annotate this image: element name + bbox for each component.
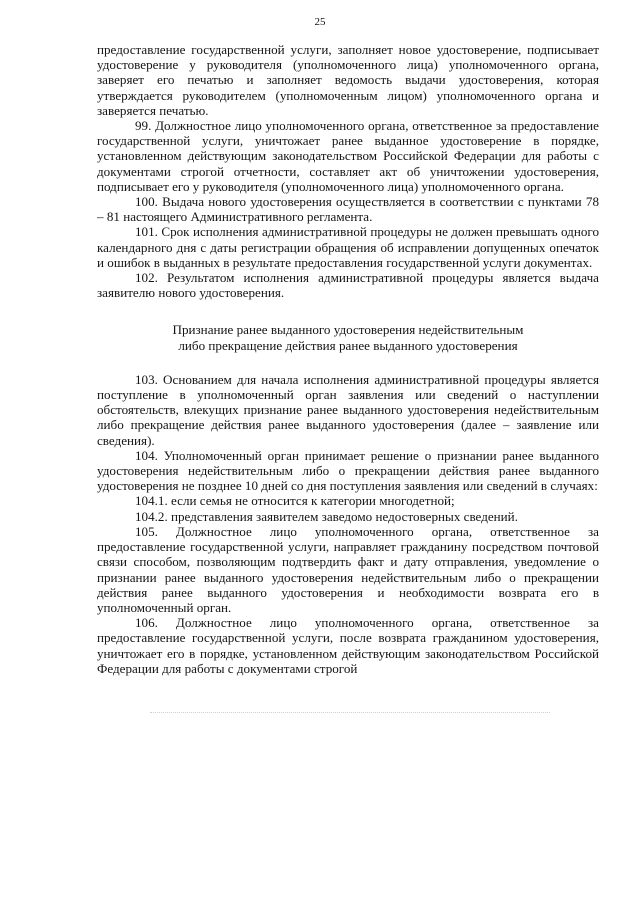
paragraph-106: 106. Должностное лицо уполномоченного органа, ответственное за предоставление государственной услуги, после возврата гражданином удостоверения, уничтожает его в порядке, установленном действующим законодательством Российской Федерации для работы с документами строгой: [97, 615, 599, 676]
section-heading-line-2: либо прекращение действия ранее выданного удостоверения: [178, 337, 518, 353]
document-body: [97, 42, 599, 676]
paragraph-104-2: 104.2. представления заявителем заведомо недостоверных сведений.: [135, 508, 518, 524]
scan-artifact-dots: [150, 712, 550, 715]
paragraph-101: 101. Срок исполнения административной процедуры не должен превышать одного календарного дня с даты регистрации обращения об исправлении допущенных опечаток и ошибок в выданных в результате предоставления государственной услуги документах.: [97, 224, 599, 270]
section-heading: [97, 322, 599, 352]
paragraph-102: 102. Результатом исполнения административной процедуры является выдача заявителю нового удостоверения.: [97, 270, 599, 301]
paragraph-104-1: 104.1. если семья не относится к категории многодетной;: [135, 493, 455, 509]
paragraph-continuation: предоставление государственной услуги, заполняет новое удостоверение, подписывает удостоверение у руководителя (уполномоченного лица) уполномоченного органа, заверяет его печатью и заполняет ведомость выдачи удостоверения, которая утверждается руководителем (уполномоченным лицом) уполномоченного органа и заверяется печатью.: [97, 42, 599, 118]
page-number: 25: [314, 16, 326, 28]
paragraph-100: 100. Выдача нового удостоверения осуществляется в соответствии с пунктами 78 – 81 настоящего Административного регламента.: [97, 194, 599, 225]
paragraph-104: 104. Уполномоченный орган принимает решение о признании ранее выданного удостоверения недействительным либо о прекращении действия ранее выданного удостоверения не позднее 10 дней со дня поступления заявления или сведений в случаях:: [97, 447, 599, 494]
section-heading-line-1: Признание ранее выданного удостоверения недействительным: [172, 322, 524, 338]
paragraph-103: 103. Основанием для начала исполнения административной процедуры является поступление в уполномоченный орган заявления или сведений о наступлении обстоятельств, влекущих признание ранее выданного удостоверения недействительным либо прекращение действия ранее выданного удостоверения (далее – заявление или сведения).: [97, 371, 599, 448]
paragraph-105: 105. Должностное лицо уполномоченного органа, ответственное за предоставление государственной услуги, направляет гражданину посредством почтовой связи способом, позволяющим подтвердить факт и дату отправления, уведомление о признании ранее выданного удостоверения недействительным либо о прекращении действия ранее выданного удостоверения и необходимости возврата его в уполномоченный орган.: [97, 523, 599, 615]
paragraph-99: 99. Должностное лицо уполномоченного органа, ответственное за предоставление государственной услуги, уничтожает ранее выданное удостоверение в порядке, установленном действующим законодательством Российской Федерации для работы с документами строгой отчетности, составляет акт об уничтожении удостоверения, подписывает его у руководителя (уполномоченного лица) уполномоченного органа.: [97, 118, 599, 194]
